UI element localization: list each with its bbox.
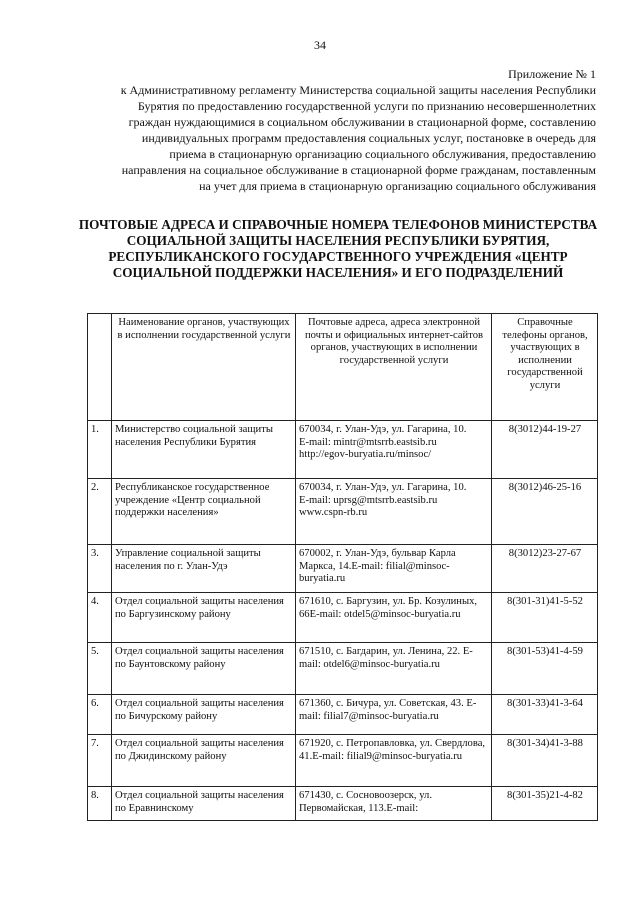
address-cell: 671430, с. Сосновоозерск, ул. Первомайская, 113.E-mail:	[296, 787, 492, 821]
contacts-table	[87, 313, 598, 821]
row-number: 3.	[88, 545, 112, 593]
table-row	[88, 479, 598, 545]
table-row	[88, 421, 598, 479]
phone-number: 8(301-33)41-3-64	[492, 695, 598, 735]
row-number: 7.	[88, 735, 112, 787]
table-row	[88, 545, 598, 593]
appendix-title: Приложение № 1	[508, 67, 596, 81]
email-address: E-mail: mintr@mtsrrb.eastsib.ru	[299, 436, 437, 448]
table-row	[88, 695, 598, 735]
postal-address: 670034, г. Улан-Удэ, ул. Гагарина, 10.	[299, 482, 467, 493]
organ-name: Отдел социальной защиты населения по Баунтовскому району	[112, 643, 296, 695]
organ-name: Отдел социальной защиты населения по Бичурскому району	[112, 695, 296, 735]
address-cell	[296, 479, 492, 545]
address-cell: 671610, с. Баргузин, ул. Бр. Козулиных, 66E-mail: otdel5@minsoc-buryatia.ru	[296, 593, 492, 643]
phone-number: 8(301-31)41-5-52	[492, 593, 598, 643]
website-link: www.cspn-rb.ru	[299, 507, 368, 519]
address-cell: 670002, г. Улан-Удэ, бульвар Карла Маркса, 14.E-mail: filial@minsoc-buryatia.ru	[296, 545, 492, 593]
organ-name: Отдел социальной защиты населения по Еравнинскому	[112, 787, 296, 821]
phone-number: 8(301-35)21-4-82	[492, 787, 598, 821]
document-title: ПОЧТОВЫЕ АДРЕСА И СПРАВОЧНЫЕ НОМЕРА ТЕЛЕФОНОВ МИНИСТЕРСТВА СОЦИАЛЬНОЙ ЗАЩИТЫ НАСЕЛЕНИЯ РЕСПУБЛИКИ БУРЯТИЯ, РЕСПУБЛИКАНСКОГО ГОСУДАРСТВЕННОГО УЧРЕЖДЕНИЯ «ЦЕНТР СОЦИАЛЬНОЙ ПОДДЕРЖКИ НАСЕЛЕНИЯ» И ЕГО ПОДРАЗДЕЛЕНИЙ	[78, 217, 598, 280]
appendix-text: к Административному регламенту Министерства социальной защиты населения Республики Бурятия по предоставлению государственной услуги по признанию несовершеннолетних граждан нуждающимися в социальном обслуживании в стационарной форме, составлению индивидуальных программ предоставления социальных услуг, постановке в очередь для приема в стационарную организацию социального обслуживания, предоставлению направления на социальное обслуживание в стационарной форме гражданам, поставленным на учет для приема в стационарную организацию социального обслуживания	[120, 83, 596, 193]
phone-number: 8(3012)46-25-16	[492, 479, 598, 545]
page-number: 34	[314, 38, 326, 52]
organ-name: Управление социальной защиты населения по г. Улан-Удэ	[112, 545, 296, 593]
address-cell	[296, 421, 492, 479]
address-cell: 671920, с. Петропавловка, ул. Свердлова, 41.E-mail: filial9@minsoc-buryatia.ru	[296, 735, 492, 787]
header-phone: Справочные телефоны органов, участвующих в исполнении государственной услуги	[492, 314, 598, 421]
row-number: 2.	[88, 479, 112, 545]
address-cell: 671360, с. Бичура, ул. Советская, 43. E-mail: filial7@minsoc-buryatia.ru	[296, 695, 492, 735]
appendix-block	[116, 66, 596, 194]
address-cell: 671510, с. Багдарин, ул. Ленина, 22. E-mail: otdel6@minsoc-buryatia.ru	[296, 643, 492, 695]
organ-name: Отдел социальной защиты населения по Джидинскому району	[112, 735, 296, 787]
row-number: 4.	[88, 593, 112, 643]
phone-number: 8(301-34)41-3-88	[492, 735, 598, 787]
phone-number: 8(301-53)41-4-59	[492, 643, 598, 695]
row-number: 6.	[88, 695, 112, 735]
phone-number: 8(3012)44-19-27	[492, 421, 598, 479]
row-number: 1.	[88, 421, 112, 479]
phone-number: 8(3012)23-27-67	[492, 545, 598, 593]
postal-address: 670034, г. Улан-Удэ, ул. Гагарина, 10.	[299, 424, 467, 435]
table-header-row	[88, 314, 598, 421]
header-address: Почтовые адреса, адреса электронной почты и официальных интернет-сайтов органов, участвующих в исполнении государственной услуги	[296, 314, 492, 421]
row-number: 8.	[88, 787, 112, 821]
header-num	[88, 314, 112, 421]
organ-name: Отдел социальной защиты населения по Баргузинскому району	[112, 593, 296, 643]
table-row	[88, 787, 598, 821]
organ-name: Министерство социальной защиты населения Республики Бурятия	[112, 421, 296, 479]
organ-name: Республиканское государственное учреждение «Центр социальной поддержки населения»	[112, 479, 296, 545]
header-organ-name: Наименование органов, участвующих в исполнении государственной услуги	[112, 314, 296, 421]
row-number: 5.	[88, 643, 112, 695]
email-address: E-mail: uprsg@mtsrrb.eastsib.ru	[299, 494, 438, 506]
table-row	[88, 643, 598, 695]
table-row	[88, 593, 598, 643]
website-link: http://egov-buryatia.ru/minsoc/	[299, 449, 432, 461]
table-row	[88, 735, 598, 787]
